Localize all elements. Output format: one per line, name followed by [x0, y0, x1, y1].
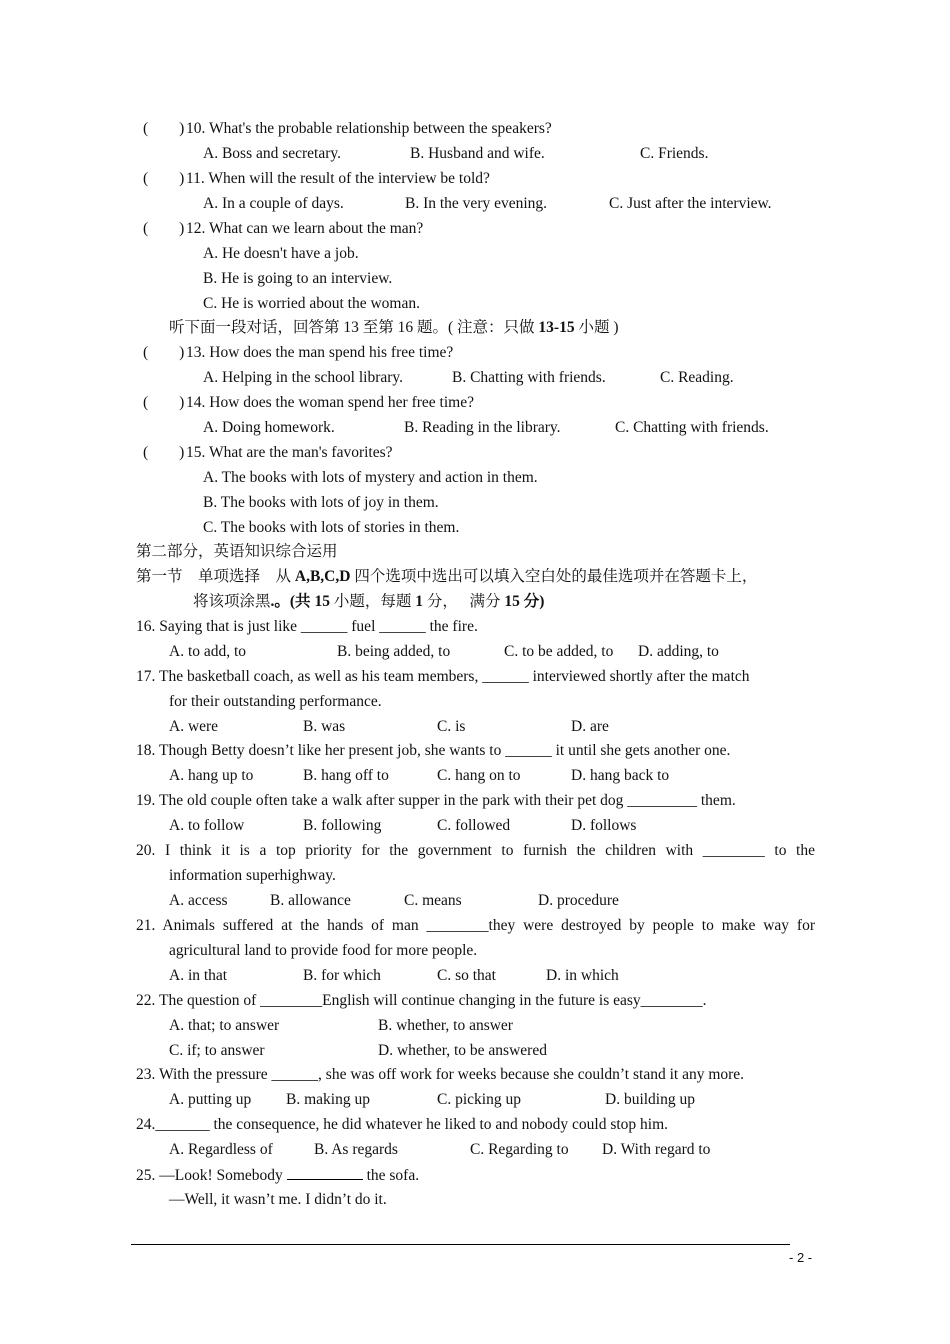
answer-paren: ( ) — [143, 394, 185, 411]
option-b: B. for which — [303, 967, 381, 984]
option-d: D. adding, to — [638, 643, 719, 660]
option-c: C. Chatting with friends. — [615, 419, 769, 436]
option-b: B. following — [303, 817, 382, 834]
answer-paren: ( ) — [143, 444, 185, 461]
option-d: D. in which — [546, 967, 619, 984]
question-stem: 21. Animals suffered at the hands of man ________they were destroyed by people to make way for — [136, 917, 815, 934]
dialogue-reply: —Well, it wasn’t me. I didn’t do it. — [169, 1191, 387, 1208]
question-stem: 25. —Look! Somebody the sofa. — [136, 1167, 420, 1184]
option-b: B. In the very evening. — [405, 195, 548, 212]
option-a: A. were — [169, 718, 219, 735]
option-d: D. are — [571, 718, 609, 735]
option-b: B. As regards — [314, 1141, 398, 1158]
question-stem: 12. What can we learn about the man? — [186, 220, 424, 237]
question-stem: 13. How does the man spend his free time? — [186, 344, 454, 361]
option-c: C. He is worried about the woman. — [203, 295, 420, 312]
option-b: B. Reading in the library. — [404, 419, 561, 436]
option-a: A. access — [169, 892, 228, 909]
option-a: A. Doing homework. — [203, 419, 335, 436]
question-stem: 18. Though Betty doesn’t like her present job, she wants to ______ it until she gets another one. — [136, 742, 731, 759]
question-stem-cont: information superhighway. — [169, 867, 336, 884]
option-c: C. so that — [437, 967, 496, 984]
option-c: C. Friends. — [640, 145, 709, 162]
option-d: D. procedure — [538, 892, 619, 909]
question-stem: 17. The basketball coach, as well as his team members, ______ interviewed shortly after the match — [136, 668, 750, 685]
question-stem-cont: for their outstanding performance. — [169, 693, 382, 710]
option-b: B. allowance — [270, 892, 351, 909]
option-c: C. to be added, to — [504, 643, 614, 660]
question-stem: 16. Saying that is just like ______ fuel ______ the fire. — [136, 618, 478, 635]
answer-paren: ( ) — [143, 170, 185, 187]
option-b: B. He is going to an interview. — [203, 270, 393, 287]
option-c: C. is — [437, 718, 466, 735]
question-stem-cont: agricultural land to provide food for more people. — [169, 942, 478, 959]
option-a: A. in that — [169, 967, 228, 984]
option-d: D. building up — [605, 1091, 695, 1108]
answer-paren: ( ) — [143, 220, 185, 237]
page-number: - 2 - — [789, 1250, 813, 1265]
option-d: D. whether, to be answered — [378, 1042, 547, 1059]
option-a: A. to follow — [169, 817, 245, 834]
question-stem: 11. When will the result of the interview be told? — [186, 170, 490, 187]
option-c: C. Reading. — [660, 369, 734, 386]
option-d: D. hang back to — [571, 767, 670, 784]
option-c: C. picking up — [437, 1091, 521, 1108]
answer-paren: ( ) — [143, 120, 185, 137]
option-c: C. hang on to — [437, 767, 521, 784]
option-c: C. if; to answer — [169, 1042, 265, 1059]
option-d: D. With regard to — [602, 1141, 711, 1158]
option-a: A. Regardless of — [169, 1141, 273, 1158]
option-d: D. follows — [571, 817, 637, 834]
part-title: 第二部分，英语知识综合运用 — [136, 543, 338, 560]
option-b: B. hang off to — [303, 767, 389, 784]
question-stem: 20. I think it is a top priority for the government to furnish the children with ________ to the — [136, 842, 815, 859]
option-a: A. that; to answer — [169, 1017, 280, 1034]
question-stem: 22. The question of ________English will continue changing in the future is easy________. — [136, 992, 707, 1009]
option-b: B. was — [303, 718, 346, 735]
question-stem: 24._______ the consequence, he did whatever he liked to and nobody could stop him. — [136, 1116, 669, 1133]
option-b: B. The books with lots of joy in them. — [203, 494, 439, 511]
option-a: A. to add, to — [169, 643, 247, 660]
option-a: A. hang up to — [169, 767, 254, 784]
answer-paren: ( ) — [143, 344, 185, 361]
answer-blank — [287, 1165, 363, 1180]
listening-instruction: 听下面一段对话，回答第 13 至第 16 题。( 注意：只做 13-15 小题 ) — [169, 319, 619, 336]
option-a: A. Boss and secretary. — [203, 145, 342, 162]
question-stem: 10. What's the probable relationship between the speakers? — [186, 120, 552, 137]
option-a: A. putting up — [169, 1091, 252, 1108]
question-stem: 19. The old couple often take a walk after supper in the park with their pet dog _________ them. — [136, 792, 736, 809]
option-b: B. Husband and wife. — [410, 145, 545, 162]
option-b: B. being added, to — [337, 643, 451, 660]
footer-rule — [131, 1244, 790, 1245]
option-b: B. whether, to answer — [378, 1017, 513, 1034]
option-a: A. Helping in the school library. — [203, 369, 404, 386]
option-c: C. Regarding to — [470, 1141, 569, 1158]
option-c: C. means — [404, 892, 462, 909]
option-c: C. followed — [437, 817, 511, 834]
question-stem: 14. How does the woman spend her free time? — [186, 394, 474, 411]
section-instruction-line2: 将该项涂黑.。(共 15 小题，每题 1 分， 满分 15 分) — [193, 593, 545, 610]
option-b: B. making up — [286, 1091, 370, 1108]
option-a: A. The books with lots of mystery and action in them. — [203, 469, 538, 486]
option-a: A. He doesn't have a job. — [203, 245, 359, 262]
option-c: C. The books with lots of stories in them. — [203, 519, 460, 536]
question-stem: 15. What are the man's favorites? — [186, 444, 393, 461]
option-b: B. Chatting with friends. — [452, 369, 606, 386]
section-instruction: 第一节 单项选择 从 A,B,C,D 四个选项中选出可以填入空白处的最佳选项并在答题卡上， — [136, 568, 758, 585]
question-stem: 23. With the pressure ______, she was off work for weeks because she couldn’t stand it any more. — [136, 1066, 745, 1083]
option-a: A. In a couple of days. — [203, 195, 344, 212]
option-c: C. Just after the interview. — [609, 195, 772, 212]
